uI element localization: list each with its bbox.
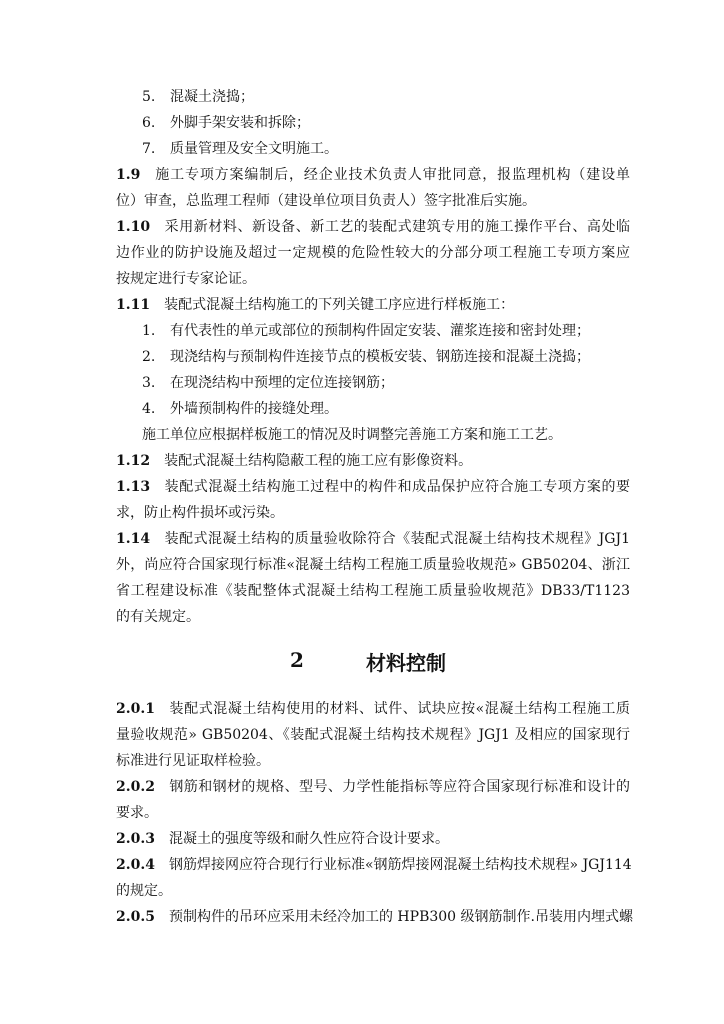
- clause-2-0-1: 2.0.1 装配式混凝土结构使用的材料、试件、试块应按«混凝土结构工程施工质: [116, 701, 630, 717]
- list-item: 2. 现浇结构与预制构件连接节点的模板安装、钢筋连接和混凝土浇捣；: [142, 349, 590, 365]
- clause-1-10: 1.10 采用新材料、新设备、新工艺的装配式建筑专用的施工操作平台、高处临: [116, 219, 630, 235]
- list-item: 7. 质量管理及安全文明施工。: [142, 141, 338, 157]
- clause-2-0-2: 2.0.2 钢筋和钢材的规格、型号、力学性能指标等应符合国家现行标准和设计的: [116, 779, 630, 795]
- list-item: 6. 外脚手架安装和拆除；: [142, 115, 310, 131]
- clause-1-13-line: 求，防止构件损坏或污染。: [116, 505, 284, 521]
- clause-2-0-4: 2.0.4 钢筋焊接网应符合现行行业标准«钢筋焊接网混凝土结构技术规程» JGJ114: [116, 857, 632, 873]
- list-item: 1. 有代表性的单元或部位的预制构件固定安装、灌浆连接和密封处理；: [142, 323, 590, 339]
- clause-1-12: 1.12 装配式混凝土结构隐蔽工程的施工应有影像资料。: [116, 453, 473, 469]
- clause-1-13: 1.13 装配式混凝土结构施工过程中的构件和成品保护应符合施工专项方案的要: [116, 479, 630, 495]
- list-item: 4. 外墙预制构件的接缝处理。: [142, 401, 338, 417]
- clause-1-11-tail: 施工单位应根据样板施工的情况及时调整完善施工方案和施工工艺。: [142, 427, 562, 443]
- chapter-number: 2: [290, 648, 304, 672]
- clause-1-9: 1.9 施工专项方案编制后，经企业技术负责人审批同意，报监理机构（建设单: [116, 167, 630, 183]
- clause-1-10-line: 边作业的防护设施及超过一定规模的危险性较大的分部分项工程施工专项方案应: [116, 245, 630, 261]
- clause-1-14-line: 的有关规定。: [116, 609, 200, 625]
- list-item: 3. 在现浇结构中预埋的定位连接钢筋；: [142, 375, 394, 391]
- chapter-title: 材料控制: [366, 651, 446, 675]
- clause-1-14: 1.14 装配式混凝土结构的质量验收除符合《装配式混凝土结构技术规程》JGJ1: [116, 531, 630, 547]
- clause-1-10-line: 按规定进行专家论证。: [116, 271, 256, 287]
- clause-1-9-line: 位）审查，总监理工程师（建设单位项目负责人）签字批准后实施。: [116, 193, 536, 209]
- clause-1-14-line: 外，尚应符合国家现行标准«混凝土结构工程施工质量验收规范» GB50204、浙江: [116, 557, 630, 573]
- clause-2-0-2-line: 要求。: [116, 805, 158, 821]
- clause-1-11: 1.11 装配式混凝土结构施工的下列关键工序应进行样板施工：: [116, 297, 515, 313]
- list-item: 5. 混凝土浇捣；: [142, 89, 254, 105]
- clause-2-0-3: 2.0.3 混凝土的强度等级和耐久性应符合设计要求。: [116, 831, 449, 847]
- clause-2-0-4-line: 的规定。: [116, 883, 172, 899]
- clause-1-14-line: 省工程建设标准《装配整体式混凝土结构工程施工质量验收规范》DB33/T1123: [116, 583, 630, 599]
- clause-2-0-1-line: 标准进行见证取样检验。: [116, 753, 270, 769]
- clause-2-0-1-line: 量验收规范» GB50204、《装配式混凝土结构技术规程》JGJ1 及相应的国家现行: [116, 727, 630, 743]
- clause-2-0-5: 2.0.5 预制构件的吊环应采用未经冷加工的 HPB300 级钢筋制作.吊装用内埋式螺: [116, 909, 633, 925]
